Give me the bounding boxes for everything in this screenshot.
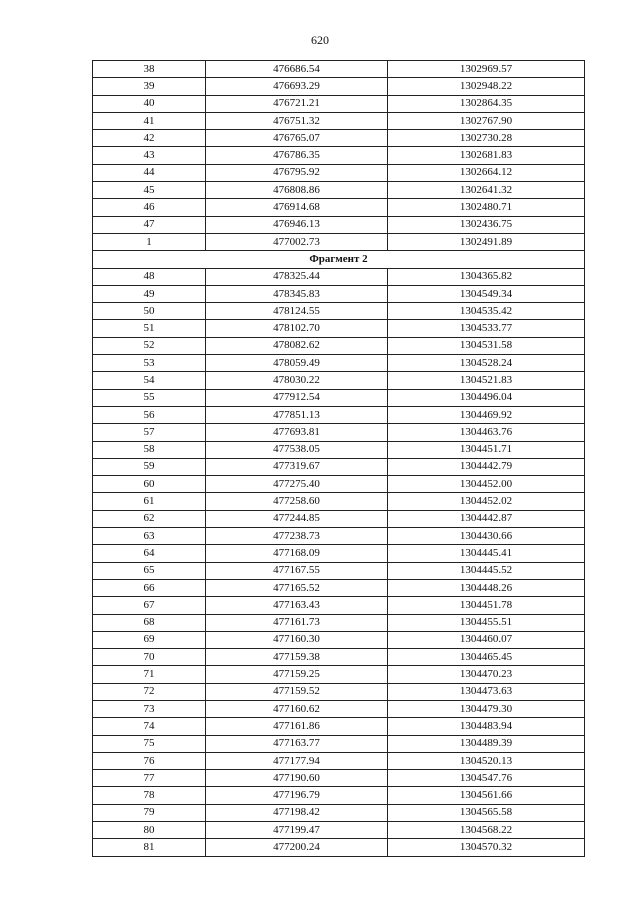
table-row <box>93 61 585 78</box>
coordinates-table-body <box>93 61 585 857</box>
y-coordinate-cell: 1304547.76 <box>388 770 585 787</box>
point-number-cell: 74 <box>93 718 206 735</box>
y-coordinate-cell: 1304455.51 <box>388 614 585 631</box>
point-number-cell: 76 <box>93 752 206 769</box>
x-coordinate-cell: 478325.44 <box>206 268 388 285</box>
point-number-cell: 52 <box>93 337 206 354</box>
y-coordinate-cell: 1304483.94 <box>388 718 585 735</box>
y-coordinate-cell: 1304549.34 <box>388 285 585 302</box>
point-number-cell: 62 <box>93 510 206 527</box>
y-coordinate-cell: 1304442.87 <box>388 510 585 527</box>
point-number-cell: 67 <box>93 597 206 614</box>
table-row <box>93 164 585 181</box>
table-row <box>93 579 585 596</box>
y-coordinate-cell: 1304463.76 <box>388 424 585 441</box>
y-coordinate-cell: 1304470.23 <box>388 666 585 683</box>
y-coordinate-cell: 1304465.45 <box>388 649 585 666</box>
point-number-cell: 42 <box>93 130 206 147</box>
point-number-cell: 59 <box>93 458 206 475</box>
x-coordinate-cell: 478345.83 <box>206 285 388 302</box>
point-number-cell: 68 <box>93 614 206 631</box>
section-header-row <box>93 251 585 268</box>
point-number-cell: 41 <box>93 112 206 129</box>
y-coordinate-cell: 1302948.22 <box>388 78 585 95</box>
x-coordinate-cell: 477161.73 <box>206 614 388 631</box>
y-coordinate-cell: 1304473.63 <box>388 683 585 700</box>
x-coordinate-cell: 476693.29 <box>206 78 388 95</box>
point-number-cell: 69 <box>93 631 206 648</box>
x-coordinate-cell: 477198.42 <box>206 804 388 821</box>
y-coordinate-cell: 1304430.66 <box>388 528 585 545</box>
table-row <box>93 493 585 510</box>
point-number-cell: 60 <box>93 476 206 493</box>
table-row <box>93 770 585 787</box>
y-coordinate-cell: 1304521.83 <box>388 372 585 389</box>
table-row <box>93 441 585 458</box>
point-number-cell: 73 <box>93 700 206 717</box>
x-coordinate-cell: 477693.81 <box>206 424 388 441</box>
y-coordinate-cell: 1302664.12 <box>388 164 585 181</box>
y-coordinate-cell: 1302480.71 <box>388 199 585 216</box>
point-number-cell: 72 <box>93 683 206 700</box>
table-row <box>93 268 585 285</box>
y-coordinate-cell: 1304442.79 <box>388 458 585 475</box>
table-row <box>93 787 585 804</box>
point-number-cell: 53 <box>93 355 206 372</box>
table-row <box>93 822 585 839</box>
x-coordinate-cell: 477912.54 <box>206 389 388 406</box>
x-coordinate-cell: 477163.77 <box>206 735 388 752</box>
table-row <box>93 130 585 147</box>
y-coordinate-cell: 1302730.28 <box>388 130 585 147</box>
point-number-cell: 45 <box>93 182 206 199</box>
section-title: Фрагмент 2 <box>93 251 585 268</box>
table-row <box>93 112 585 129</box>
table-row <box>93 562 585 579</box>
y-coordinate-cell: 1304451.78 <box>388 597 585 614</box>
point-number-cell: 44 <box>93 164 206 181</box>
y-coordinate-cell: 1304469.92 <box>388 406 585 423</box>
y-coordinate-cell: 1304452.00 <box>388 476 585 493</box>
table-row <box>93 700 585 717</box>
table-row <box>93 424 585 441</box>
x-coordinate-cell: 476914.68 <box>206 199 388 216</box>
x-coordinate-cell: 478059.49 <box>206 355 388 372</box>
point-number-cell: 66 <box>93 579 206 596</box>
table-row <box>93 78 585 95</box>
x-coordinate-cell: 476786.35 <box>206 147 388 164</box>
y-coordinate-cell: 1304533.77 <box>388 320 585 337</box>
point-number-cell: 47 <box>93 216 206 233</box>
table-row <box>93 545 585 562</box>
y-coordinate-cell: 1302491.89 <box>388 233 585 250</box>
point-number-cell: 77 <box>93 770 206 787</box>
table-row <box>93 476 585 493</box>
point-number-cell: 49 <box>93 285 206 302</box>
point-number-cell: 1 <box>93 233 206 250</box>
point-number-cell: 50 <box>93 303 206 320</box>
x-coordinate-cell: 477160.30 <box>206 631 388 648</box>
x-coordinate-cell: 477002.73 <box>206 233 388 250</box>
x-coordinate-cell: 477238.73 <box>206 528 388 545</box>
y-coordinate-cell: 1304535.42 <box>388 303 585 320</box>
y-coordinate-cell: 1302641.32 <box>388 182 585 199</box>
table-row <box>93 216 585 233</box>
y-coordinate-cell: 1302969.57 <box>388 61 585 78</box>
y-coordinate-cell: 1304528.24 <box>388 355 585 372</box>
x-coordinate-cell: 477159.52 <box>206 683 388 700</box>
table-row <box>93 752 585 769</box>
x-coordinate-cell: 478030.22 <box>206 372 388 389</box>
y-coordinate-cell: 1302767.90 <box>388 112 585 129</box>
y-coordinate-cell: 1304496.04 <box>388 389 585 406</box>
x-coordinate-cell: 476808.86 <box>206 182 388 199</box>
table-row <box>93 233 585 250</box>
x-coordinate-cell: 476751.32 <box>206 112 388 129</box>
table-row <box>93 285 585 302</box>
y-coordinate-cell: 1302436.75 <box>388 216 585 233</box>
y-coordinate-cell: 1304489.39 <box>388 735 585 752</box>
point-number-cell: 40 <box>93 95 206 112</box>
table-row <box>93 406 585 423</box>
y-coordinate-cell: 1304570.32 <box>388 839 585 856</box>
x-coordinate-cell: 478102.70 <box>206 320 388 337</box>
table-row <box>93 683 585 700</box>
table-row <box>93 372 585 389</box>
point-number-cell: 79 <box>93 804 206 821</box>
table-row <box>93 804 585 821</box>
x-coordinate-cell: 476795.92 <box>206 164 388 181</box>
y-coordinate-cell: 1304445.41 <box>388 545 585 562</box>
point-number-cell: 75 <box>93 735 206 752</box>
y-coordinate-cell: 1304561.66 <box>388 787 585 804</box>
table-row <box>93 718 585 735</box>
table-row <box>93 631 585 648</box>
x-coordinate-cell: 477538.05 <box>206 441 388 458</box>
x-coordinate-cell: 477168.09 <box>206 545 388 562</box>
point-number-cell: 64 <box>93 545 206 562</box>
x-coordinate-cell: 477319.67 <box>206 458 388 475</box>
table-row <box>93 199 585 216</box>
table-row <box>93 95 585 112</box>
point-number-cell: 39 <box>93 78 206 95</box>
y-coordinate-cell: 1304531.58 <box>388 337 585 354</box>
table-row <box>93 389 585 406</box>
x-coordinate-cell: 477163.43 <box>206 597 388 614</box>
point-number-cell: 51 <box>93 320 206 337</box>
point-number-cell: 48 <box>93 268 206 285</box>
table-row <box>93 147 585 164</box>
table-row <box>93 303 585 320</box>
table-row <box>93 649 585 666</box>
table-row <box>93 735 585 752</box>
point-number-cell: 43 <box>93 147 206 164</box>
point-number-cell: 78 <box>93 787 206 804</box>
x-coordinate-cell: 477196.79 <box>206 787 388 804</box>
point-number-cell: 56 <box>93 406 206 423</box>
x-coordinate-cell: 477177.94 <box>206 752 388 769</box>
x-coordinate-cell: 477200.24 <box>206 839 388 856</box>
x-coordinate-cell: 477159.38 <box>206 649 388 666</box>
x-coordinate-cell: 477159.25 <box>206 666 388 683</box>
table-row <box>93 458 585 475</box>
y-coordinate-cell: 1304479.30 <box>388 700 585 717</box>
table-row <box>93 614 585 631</box>
table-row <box>93 337 585 354</box>
x-coordinate-cell: 478124.55 <box>206 303 388 320</box>
point-number-cell: 81 <box>93 839 206 856</box>
point-number-cell: 63 <box>93 528 206 545</box>
x-coordinate-cell: 476946.13 <box>206 216 388 233</box>
table-row <box>93 182 585 199</box>
y-coordinate-cell: 1304520.13 <box>388 752 585 769</box>
x-coordinate-cell: 476765.07 <box>206 130 388 147</box>
point-number-cell: 58 <box>93 441 206 458</box>
table-row <box>93 320 585 337</box>
point-number-cell: 80 <box>93 822 206 839</box>
x-coordinate-cell: 477167.55 <box>206 562 388 579</box>
table-row <box>93 666 585 683</box>
x-coordinate-cell: 477244.85 <box>206 510 388 527</box>
point-number-cell: 61 <box>93 493 206 510</box>
y-coordinate-cell: 1302864.35 <box>388 95 585 112</box>
point-number-cell: 55 <box>93 389 206 406</box>
x-coordinate-cell: 476721.21 <box>206 95 388 112</box>
table-row <box>93 510 585 527</box>
point-number-cell: 46 <box>93 199 206 216</box>
table-row <box>93 355 585 372</box>
point-number-cell: 54 <box>93 372 206 389</box>
x-coordinate-cell: 477190.60 <box>206 770 388 787</box>
x-coordinate-cell: 476686.54 <box>206 61 388 78</box>
x-coordinate-cell: 477199.47 <box>206 822 388 839</box>
y-coordinate-cell: 1304445.52 <box>388 562 585 579</box>
page-number: 620 <box>311 33 329 47</box>
y-coordinate-cell: 1304565.58 <box>388 804 585 821</box>
x-coordinate-cell: 477258.60 <box>206 493 388 510</box>
y-coordinate-cell: 1302681.83 <box>388 147 585 164</box>
y-coordinate-cell: 1304568.22 <box>388 822 585 839</box>
table-row <box>93 839 585 856</box>
y-coordinate-cell: 1304451.71 <box>388 441 585 458</box>
point-number-cell: 57 <box>93 424 206 441</box>
x-coordinate-cell: 477165.52 <box>206 579 388 596</box>
x-coordinate-cell: 477275.40 <box>206 476 388 493</box>
point-number-cell: 38 <box>93 61 206 78</box>
y-coordinate-cell: 1304365.82 <box>388 268 585 285</box>
table-row <box>93 597 585 614</box>
y-coordinate-cell: 1304460.07 <box>388 631 585 648</box>
y-coordinate-cell: 1304452.02 <box>388 493 585 510</box>
y-coordinate-cell: 1304448.26 <box>388 579 585 596</box>
coordinates-table <box>92 60 585 857</box>
x-coordinate-cell: 477851.13 <box>206 406 388 423</box>
x-coordinate-cell: 478082.62 <box>206 337 388 354</box>
x-coordinate-cell: 477161.86 <box>206 718 388 735</box>
x-coordinate-cell: 477160.62 <box>206 700 388 717</box>
point-number-cell: 70 <box>93 649 206 666</box>
point-number-cell: 65 <box>93 562 206 579</box>
point-number-cell: 71 <box>93 666 206 683</box>
table-row <box>93 528 585 545</box>
